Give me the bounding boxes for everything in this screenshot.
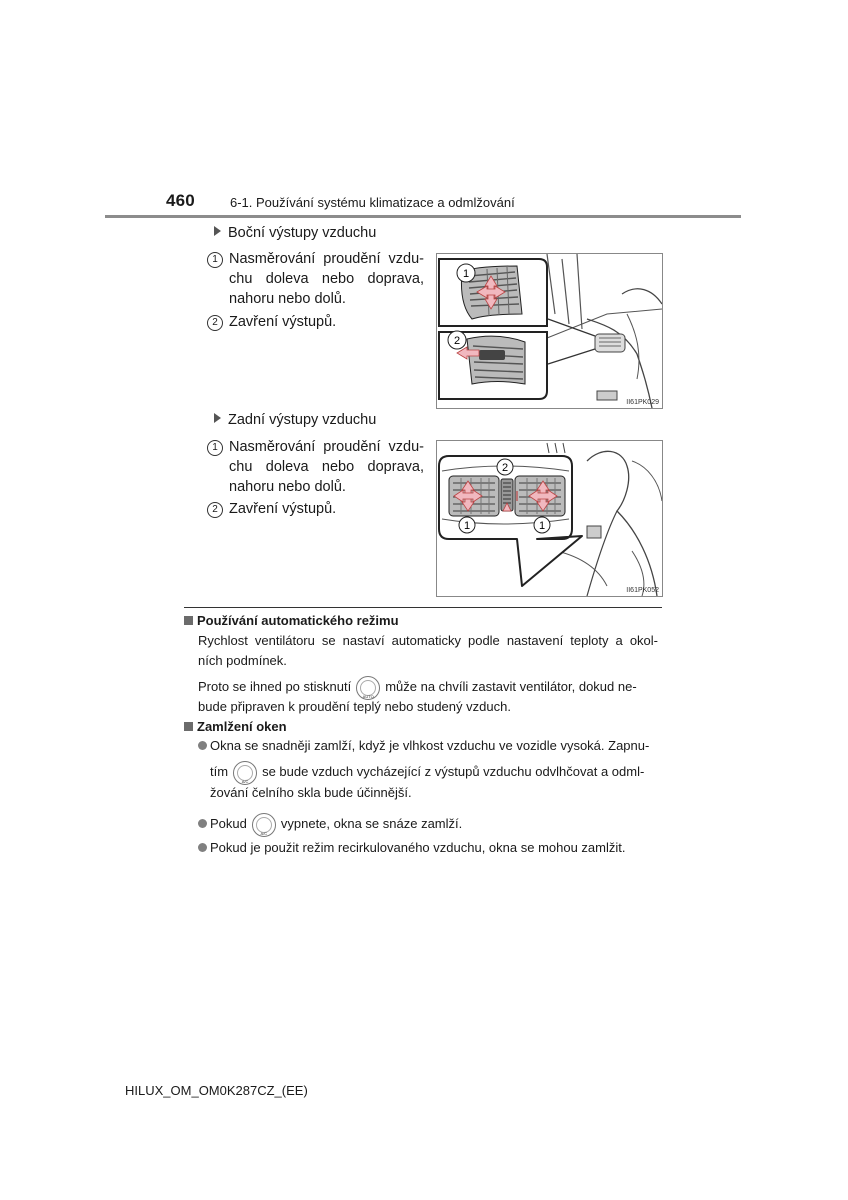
rear-vents-heading [214,412,376,428]
fogging-b2-before: Pokud [210,816,247,831]
figure2-callout-2: 2 [501,462,509,474]
section-rule [184,607,662,608]
fogging-title-text: Zamlžení oken [197,719,287,734]
auto-button-icon [356,676,380,700]
rear-vents-item1 [229,437,424,497]
item-number-2: 2 [207,502,223,518]
rear-vents-item1-line3: nahoru nebo dolů. [229,479,346,495]
figure-code: II61PK052 [626,587,659,594]
square-bullet-icon [184,616,193,625]
figure2-callout-1-left: 1 [463,520,471,532]
side-vents-illustration [437,254,662,408]
fogging-title [184,719,287,734]
fogging-b1-before: tím [210,764,229,779]
auto-mode-p2-line2-wrap [198,697,658,717]
item-number-2: 2 [207,315,223,331]
auto-mode-p1-line2: ních podmínek. [198,653,287,668]
triangle-bullet-icon [214,226,221,236]
round-bullet-icon [198,819,207,828]
side-vents-item1-line1: Nasměrování proudění vzdu- [229,251,424,267]
rear-vents-heading-text: Zadní výstupy vzduchu [228,412,377,428]
auto-mode-p2-before: Proto se ihned po stisknutí [198,679,352,694]
page-number: 460 [166,191,195,210]
figure-code: II61PK029 [626,399,659,406]
rear-vents-item1-line2: chu doleva nebo doprava, [229,459,424,475]
fogging-bullet-1 [198,736,664,756]
fogging-bullet-2 [198,811,664,837]
auto-mode-p1-line1: Rychlost ventilátoru se nastaví automaticky podle nastavení teploty a okol- [198,633,658,648]
auto-mode-p2-line2: bude připraven k proudění teplý nebo studený vzduch. [198,699,511,714]
rear-vents-illustration [437,441,662,596]
round-bullet-icon [198,741,207,750]
rear-vents-item1-line1: Nasměrování proudění vzdu- [229,439,424,455]
side-vents-heading-text: Boční výstupy vzduchu [228,225,377,241]
fogging-b1-after: se bude vzduch vycházející z výstupů vzduchu odvlhčovat a odml- [262,764,645,779]
ac-button-label: A/C [241,778,249,784]
fogging-b1-line1: Okna se snadněji zamlží, když je vlhkost vzduchu ve vozidle vysoká. Zapnu- [210,738,650,753]
side-vents-item1 [229,249,424,309]
auto-mode-title [184,613,399,628]
square-bullet-icon [184,722,193,731]
ac-button-icon [252,813,276,837]
side-vents-heading [214,225,376,241]
auto-button-label: AUTO [362,693,374,699]
auto-mode-p2-after: může na chvíli zastavit ventilátor, dokud ne- [385,679,637,694]
side-vents-item2: Zavření výstupů. [229,314,337,330]
ac-button-icon [233,761,257,785]
section-title: 6-1. Používání systému klimatizace a odmlžování [230,195,515,210]
figure1-callout-2: 2 [453,335,461,347]
auto-mode-paragraph-1 [198,631,658,671]
fogging-b2-after: vypnete, okna se snáze zamlží. [280,816,463,831]
fogging-b1-line3: žování čelního skla bude účinnější. [210,785,412,800]
fogging-bullet-1-line2 [210,759,662,785]
item-number-1: 1 [207,252,223,268]
rear-vents-figure [436,440,663,597]
auto-mode-title-text: Používání automatického režimu [197,613,399,628]
round-bullet-icon [198,843,207,852]
fogging-bullet-1-line3 [210,783,662,803]
item-number-1: 1 [207,440,223,456]
ac-button-label: A/C [260,830,268,836]
figure2-callout-1-right: 1 [538,520,546,532]
triangle-bullet-icon [214,413,221,423]
fogging-b3-text: Pokud je použit režim recirkulovaného vzduchu, okna se mohou zamlžit. [210,840,626,855]
header-rule [105,215,741,218]
side-vents-figure [436,253,663,409]
rear-vents-item2: Zavření výstupů. [229,501,337,517]
footer-code: HILUX_OM_OM0K287CZ_(EE) [125,1083,308,1098]
side-vents-item1-line2: chu doleva nebo doprava, [229,271,424,287]
figure1-callout-1: 1 [462,268,470,280]
side-vents-item1-line3: nahoru nebo dolů. [229,291,346,307]
